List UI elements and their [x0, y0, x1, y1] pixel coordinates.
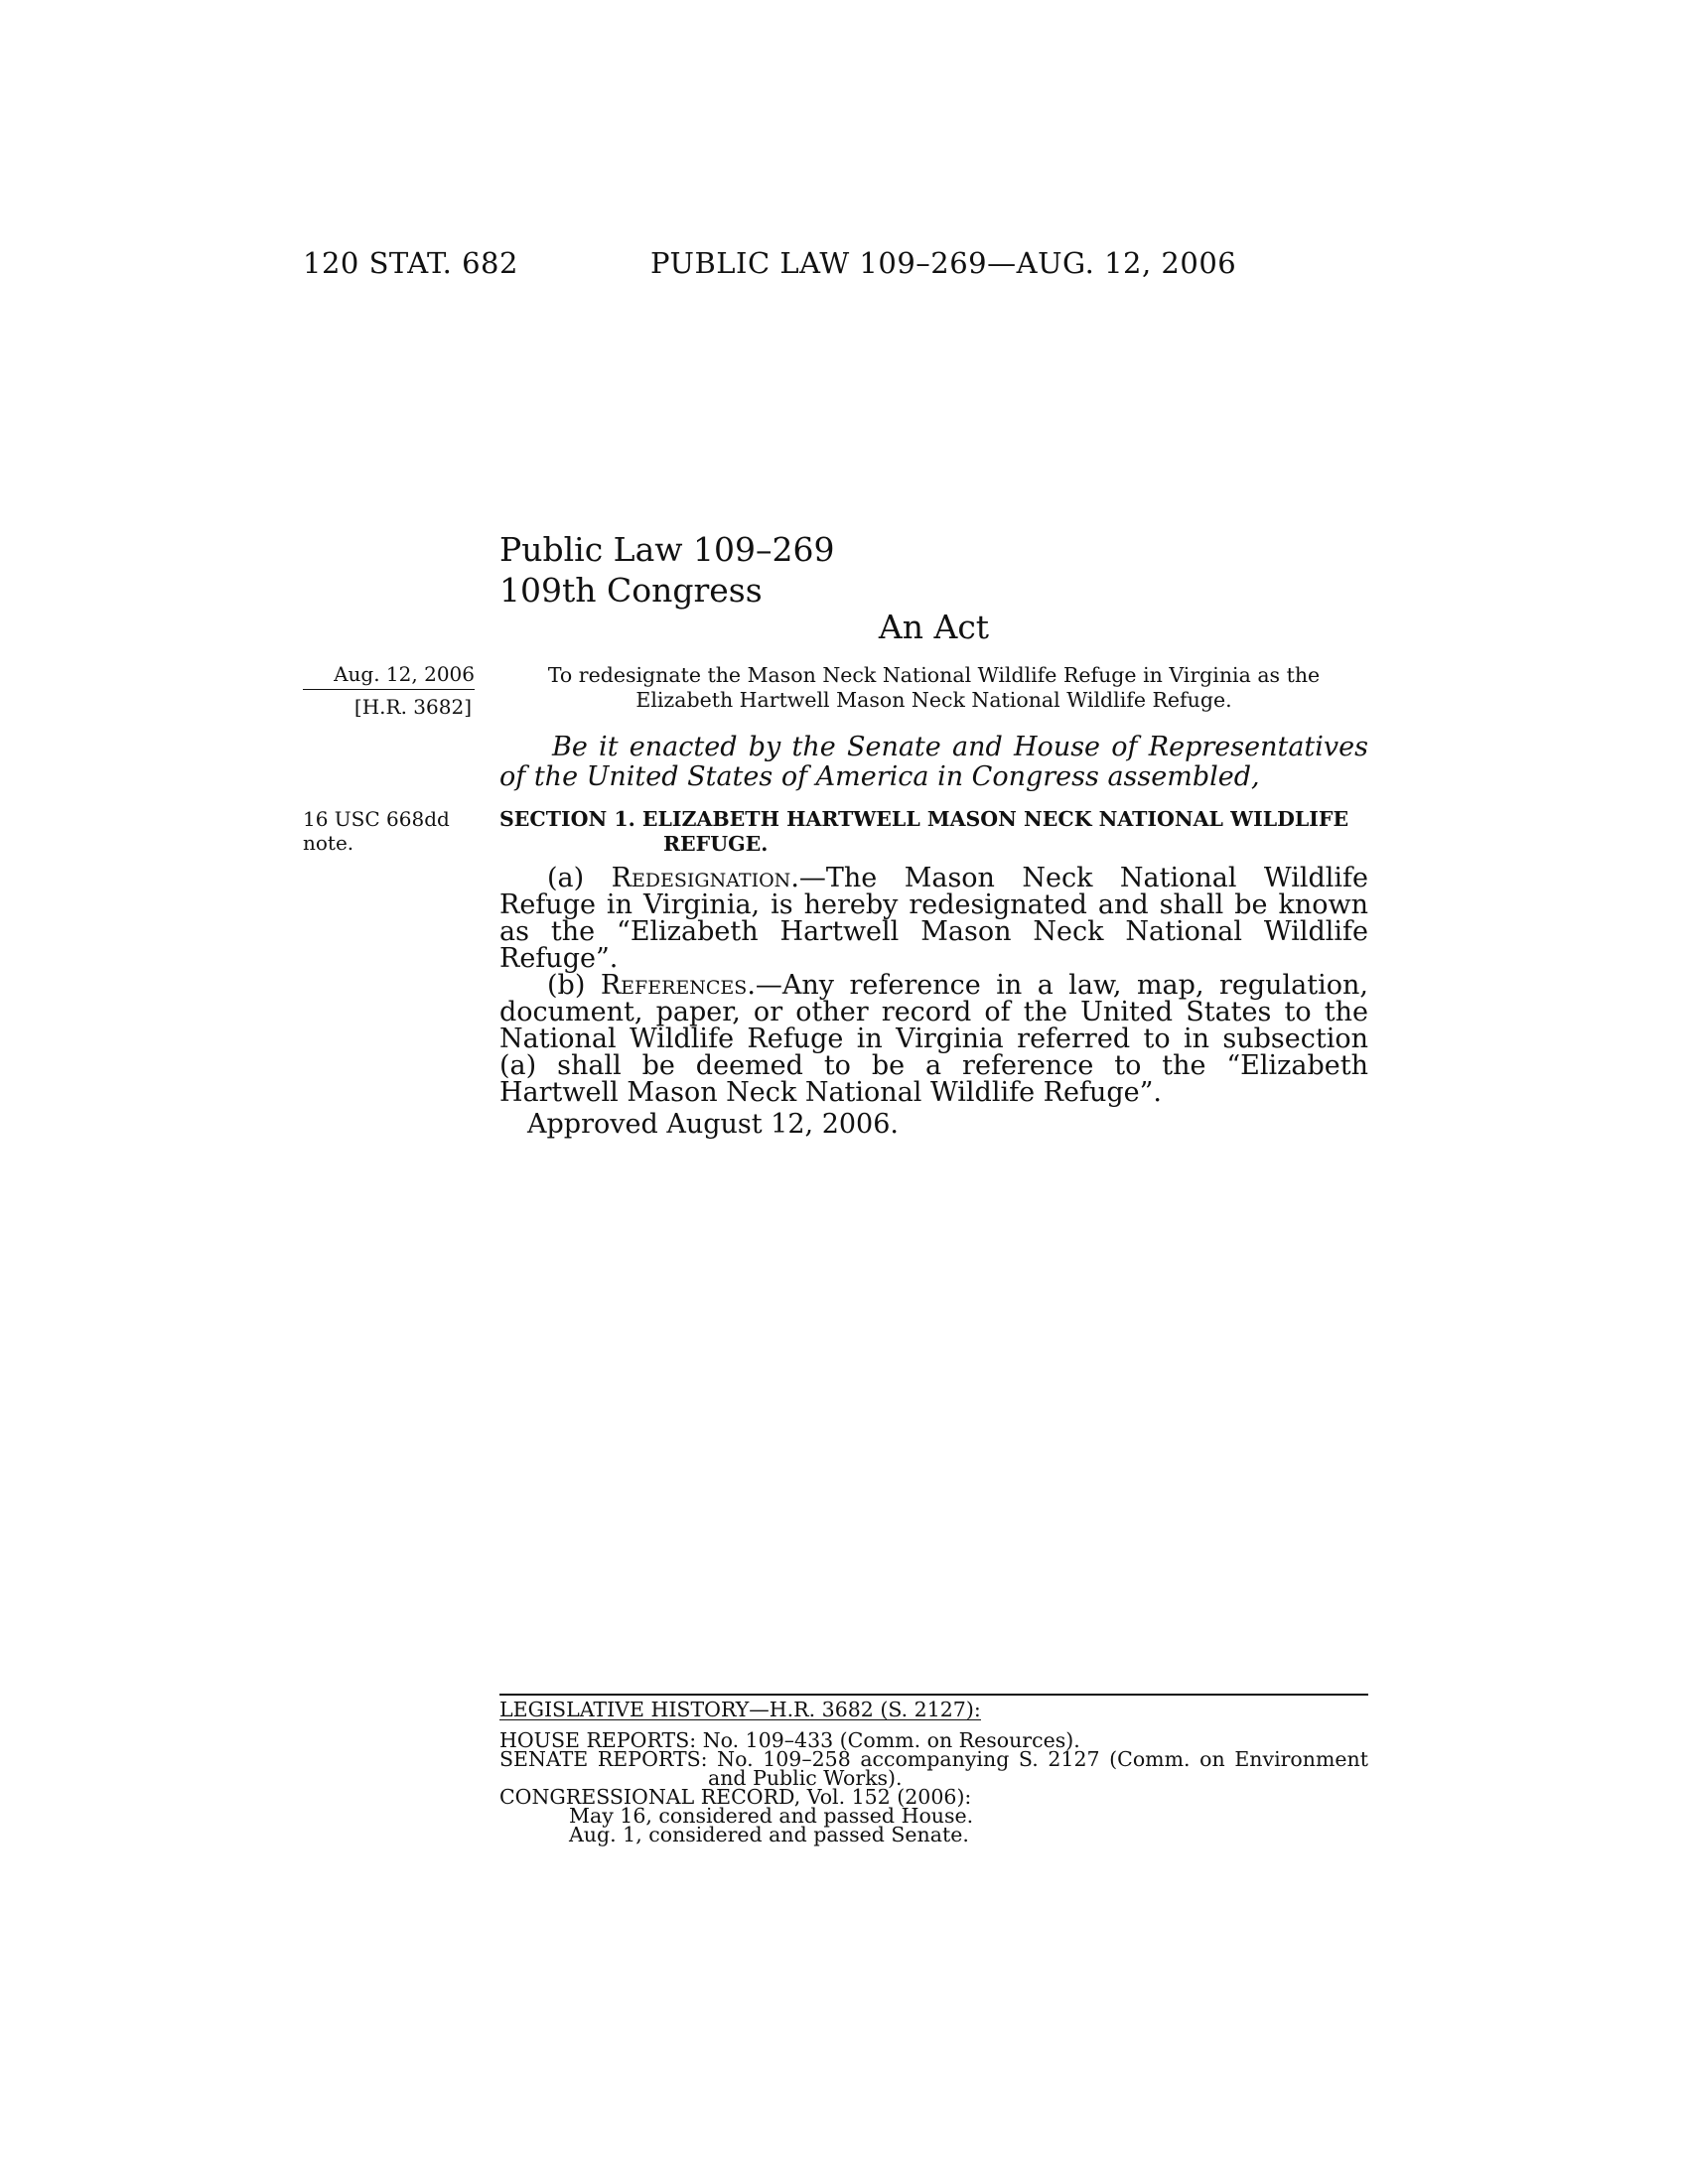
house-reports: HOUSE REPORTS: No. 109–433 (Comm. on Resources). [499, 1728, 1080, 1752]
subsection-a-caption: Redesignation [611, 863, 791, 893]
section-body [499, 865, 1368, 1106]
margin-note-date: Aug. 12, 2006 [303, 662, 475, 690]
an-act-heading: An Act [878, 608, 990, 646]
approved-date: Approved August 12, 2006. [527, 1109, 899, 1140]
margin-note-bill: [H.R. 3682] [353, 695, 472, 719]
running-header-stat: 120 STAT. 682 [303, 246, 518, 280]
subsection-a [499, 865, 1368, 972]
congressional-record: CONGRESSIONAL RECORD, Vol. 152 (2006): [499, 1785, 972, 1809]
section-heading [499, 807, 1368, 857]
record-may: May 16, considered and passed House. [569, 1804, 974, 1828]
legislative-history [499, 1698, 1368, 1846]
subsection-b-prefix: (b) [547, 970, 601, 1001]
senate-reports-line1: SENATE REPORTS: No. 109–258 accompanying S. 2127 (Comm. on Environment [499, 1747, 1368, 1771]
act-purpose: To redesignate the Mason Neck National Wildlife Refuge in Virginia as the Elizabeth Hartwell Mason Neck National Wildlife Refuge. [547, 663, 1321, 712]
legislative-history-heading: LEGISLATIVE HISTORY—H.R. 3682 (S. 2127): [499, 1698, 981, 1721]
margin-note-usc-line1: 16 USC 668dd [303, 807, 450, 831]
congress-label: 109th Congress [499, 571, 763, 610]
margin-note-usc-line2: note. [303, 831, 354, 855]
legislative-history-rule [499, 1694, 1368, 1696]
subsection-a-text: .—The Mason Neck National Wildlife Refuge in Virginia, is hereby redesignated and shall be known as the “Elizabeth Hartwell Mason Neck National Wildlife Refuge”. [499, 863, 1369, 974]
senate-reports-line2: and Public Works). [708, 1766, 903, 1790]
public-law-title: Public Law 109–269 [499, 530, 835, 569]
subsection-a-prefix: (a) [547, 863, 612, 893]
running-header-law-date: PUBLIC LAW 109–269—AUG. 12, 2006 [650, 246, 1237, 280]
enacting-clause: Be it enacted by the Senate and House of Representatives of the United States of America in Congress assembled, [499, 732, 1368, 792]
subsection-b-caption: References [600, 970, 748, 1001]
section-heading-line2: REFUGE. [663, 832, 769, 856]
margin-note-usc [303, 807, 450, 855]
record-aug: Aug. 1, considered and passed Senate. [569, 1823, 969, 1846]
subsection-b-text: .—Any reference in a law, map, regulation, document, paper, or other record of the United States to the National Wildlife Refuge in Virginia referred to in subsection (a) shall be deemed to be a reference to the “Elizabeth Hartwell Mason Neck National Wildlife Refuge”. [499, 970, 1368, 1108]
subsection-b [499, 972, 1368, 1106]
section-heading-line1: SECTION 1. ELIZABETH HARTWELL MASON NECK NATIONAL WILDLIFE [499, 807, 1349, 831]
